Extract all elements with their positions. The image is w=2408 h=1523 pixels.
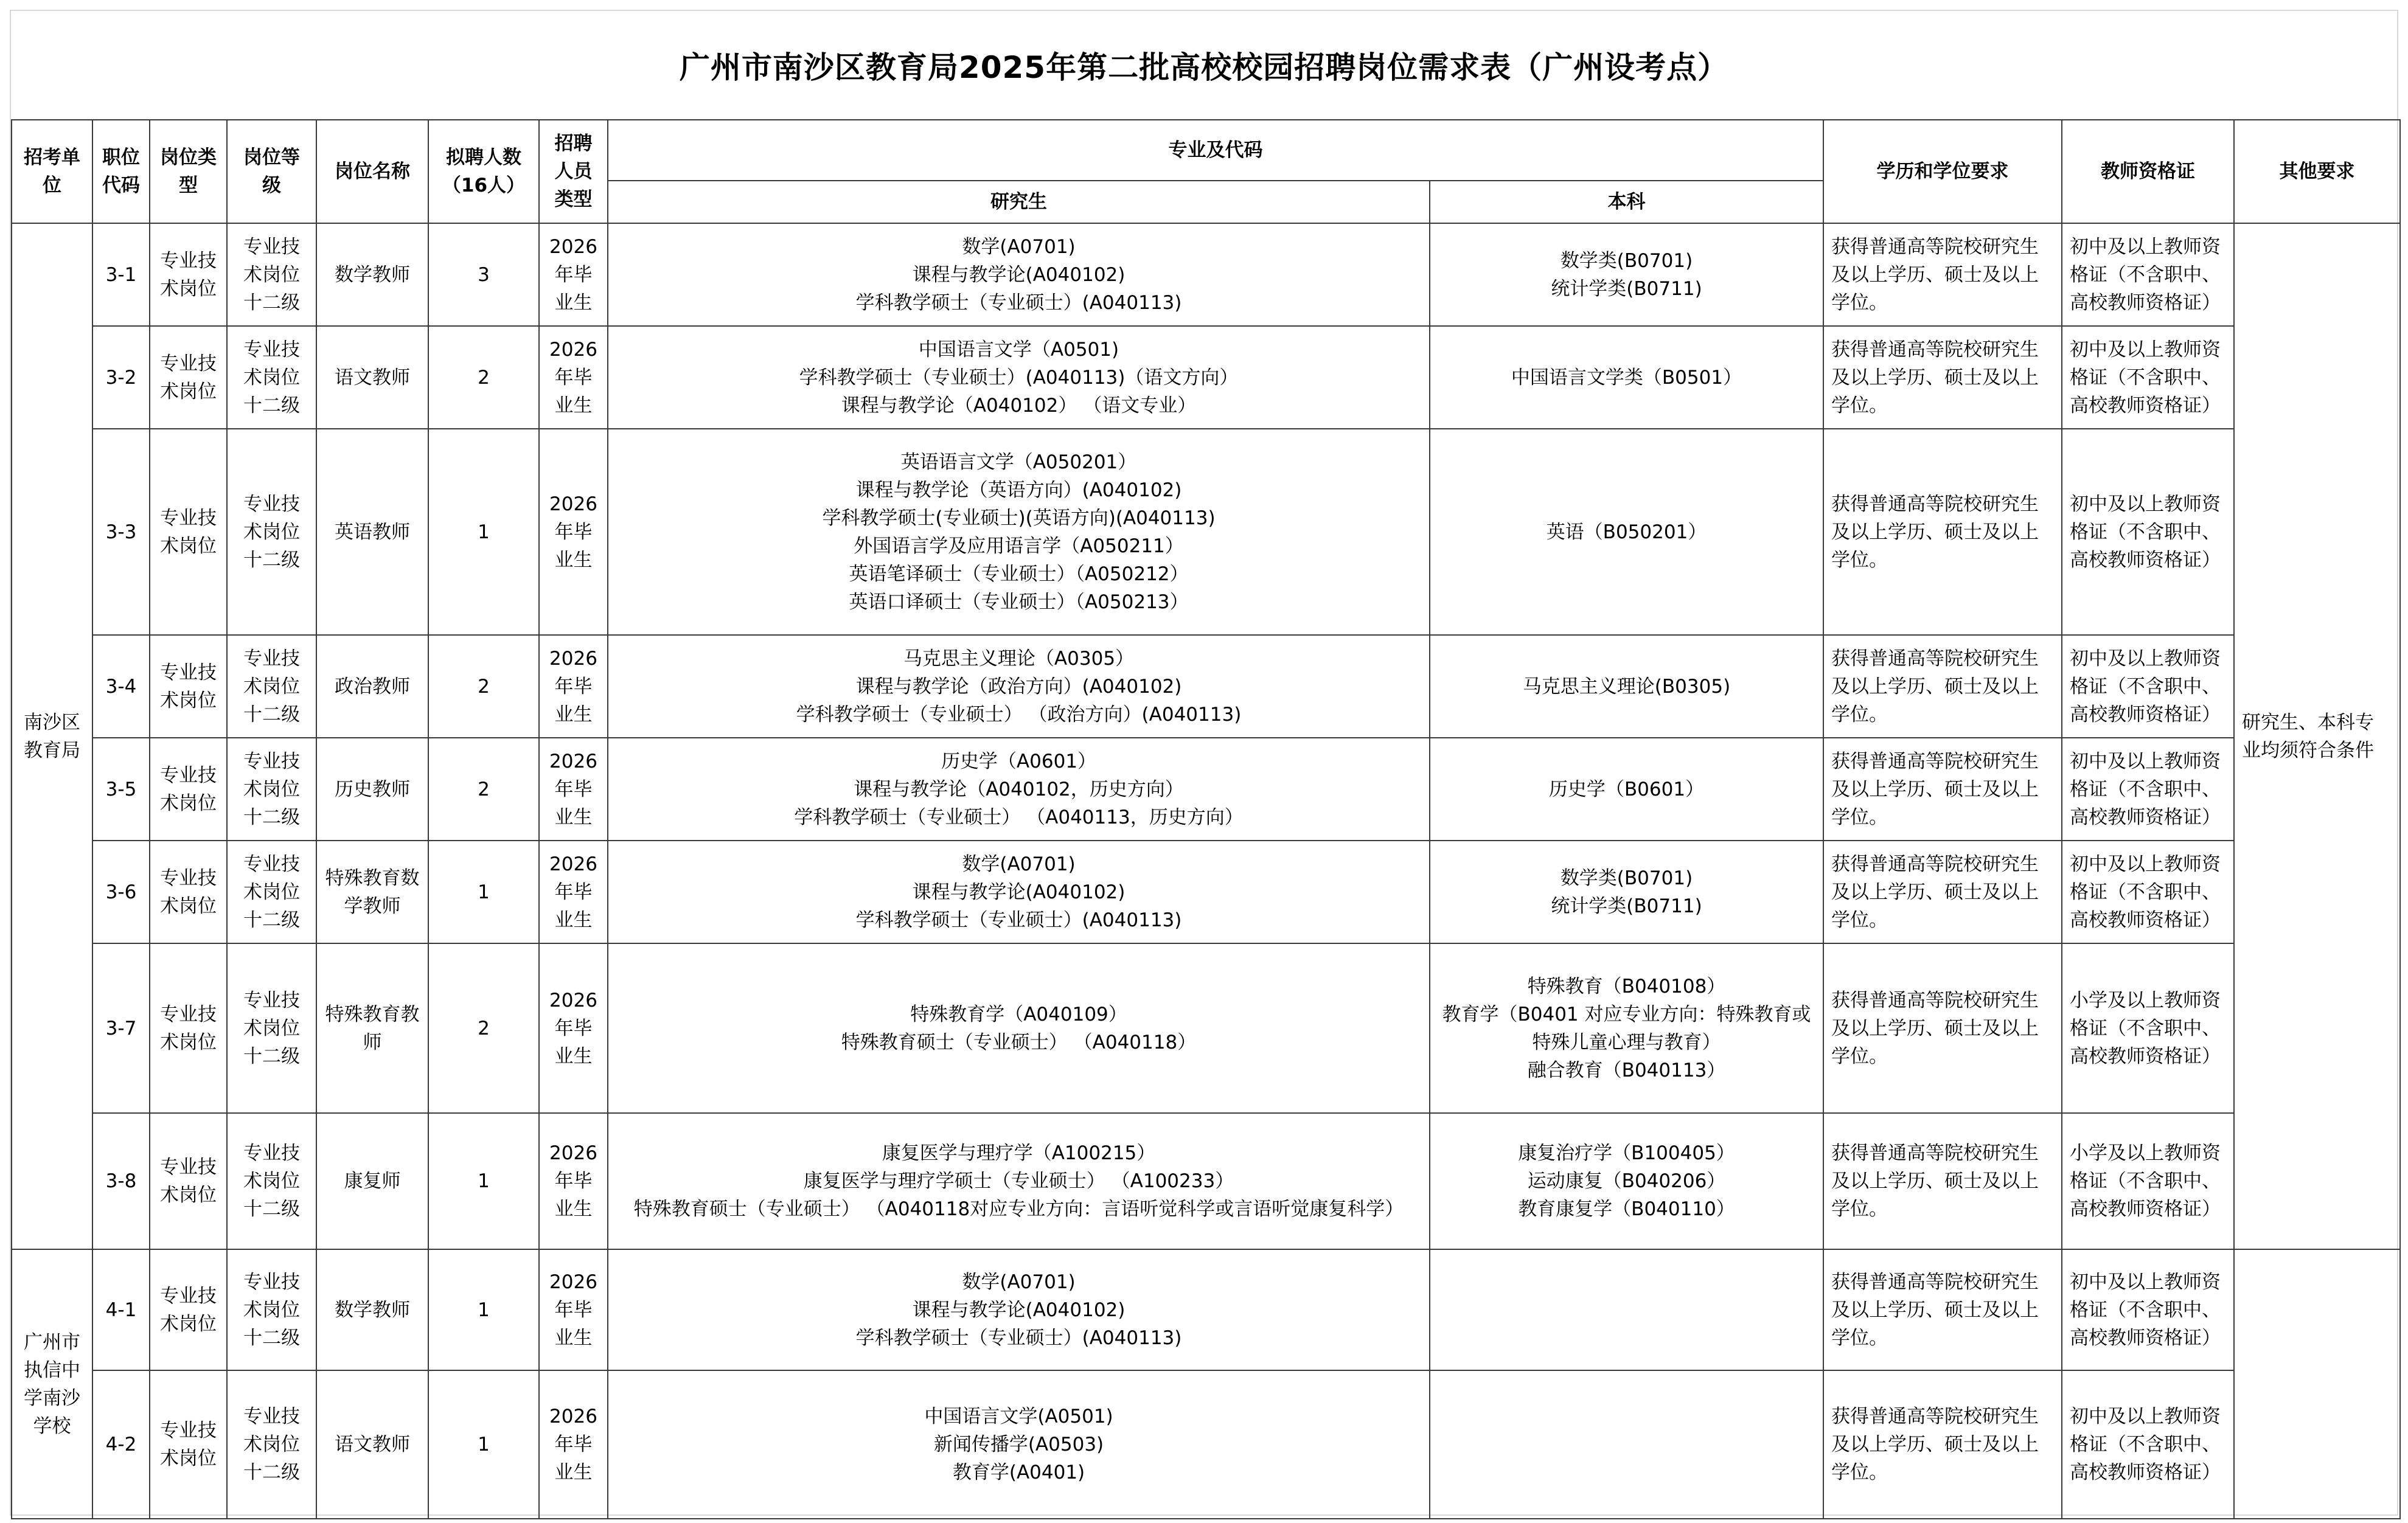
header-cert: 教师资格证 xyxy=(2062,120,2234,223)
major-line: 特殊教育学（A040109） xyxy=(910,1003,1127,1025)
major-line: 课程与教学论（A040102） （语文专业） xyxy=(841,394,1197,417)
cert-requirement: 初中及以上教师资格证（不含职中、高校教师资格证） xyxy=(2062,223,2234,326)
position-level: 专业技术岗位十二级 xyxy=(227,943,316,1113)
cert-requirement: 初中及以上教师资格证（不含职中、高校教师资格证） xyxy=(2062,1370,2234,1519)
major-line: 学科教学硕士（专业硕士）(A040113)（语文方向） xyxy=(799,366,1239,389)
recruitment-table xyxy=(11,119,2401,1519)
hire-category: 2026年毕业生 xyxy=(539,1370,608,1519)
position-type: 专业技术岗位 xyxy=(150,223,227,326)
position-level: 专业技术岗位十二级 xyxy=(227,429,316,635)
bachelor-majors xyxy=(1430,1370,1823,1519)
position-level: 专业技术岗位十二级 xyxy=(227,841,316,943)
major-line: 特殊教育（B040108） xyxy=(1527,975,1726,997)
position-code: 3-2 xyxy=(92,326,150,429)
major-line: 学科教学硕士（专业硕士） （A040113，历史方向） xyxy=(794,806,1244,828)
table-row xyxy=(12,635,2400,738)
bachelor-majors xyxy=(1430,429,1823,635)
bachelor-majors xyxy=(1430,223,1823,326)
position-code: 3-3 xyxy=(92,429,150,635)
degree-requirement: 获得普通高等院校研究生及以上学历、硕士及以上学位。 xyxy=(1823,1370,2062,1519)
bachelor-majors xyxy=(1430,1249,1823,1370)
table-row xyxy=(12,1249,2400,1370)
other-requirement-empty xyxy=(2234,1249,2400,1519)
unit-cell: 南沙区教育局 xyxy=(12,223,92,1249)
header-unit: 招考单位 xyxy=(12,120,92,223)
header-other: 其他要求 xyxy=(2234,120,2400,223)
major-line: 康复医学与理疗学硕士（专业硕士） （A100233） xyxy=(803,1170,1234,1192)
degree-requirement: 获得普通高等院校研究生及以上学历、硕士及以上学位。 xyxy=(1823,738,2062,841)
major-line: 课程与教学论(A040102) xyxy=(912,1299,1126,1321)
table-row xyxy=(12,223,2400,326)
position-name: 特殊教育教师 xyxy=(316,943,428,1113)
major-line: 数学(A0701) xyxy=(962,853,1076,875)
position-name: 历史教师 xyxy=(316,738,428,841)
position-level: 专业技术岗位十二级 xyxy=(227,1370,316,1519)
major-line: 数学类(B0701) xyxy=(1560,867,1693,889)
cert-requirement: 初中及以上教师资格证（不含职中、高校教师资格证） xyxy=(2062,326,2234,429)
hire-count: 2 xyxy=(428,943,539,1113)
position-type: 专业技术岗位 xyxy=(150,738,227,841)
position-code: 3-5 xyxy=(92,738,150,841)
major-line: 课程与教学论(A040102) xyxy=(912,263,1126,286)
title-area xyxy=(11,11,2397,119)
major-line: 康复治疗学（B100405） xyxy=(1518,1142,1735,1164)
hire-category: 2026年毕业生 xyxy=(539,326,608,429)
header-name: 岗位名称 xyxy=(316,120,428,223)
position-type: 专业技术岗位 xyxy=(150,326,227,429)
major-line: 特殊教育硕士（专业硕士） （A040118） xyxy=(841,1031,1197,1053)
grad-majors xyxy=(608,223,1430,326)
hire-category: 2026年毕业生 xyxy=(539,635,608,738)
degree-requirement: 获得普通高等院校研究生及以上学历、硕士及以上学位。 xyxy=(1823,1249,2062,1370)
major-line: 统计学类(B0711) xyxy=(1551,277,1702,300)
major-line: 英语语言文学（A050201） xyxy=(900,451,1137,473)
major-line: 中国语言文学类（B0501） xyxy=(1511,366,1742,389)
grad-majors xyxy=(608,1113,1430,1249)
major-line: 课程与教学论(A040102) xyxy=(912,881,1126,903)
position-type: 专业技术岗位 xyxy=(150,1370,227,1519)
table-row xyxy=(12,1113,2400,1249)
major-line: 运动康复（B040206） xyxy=(1527,1170,1726,1192)
header-level: 岗位等级 xyxy=(227,120,316,223)
major-line: 教育学(A0401) xyxy=(952,1462,1085,1483)
position-code: 3-6 xyxy=(92,841,150,943)
header-count: 拟聘人数（16人） xyxy=(428,120,539,223)
header-degree: 学历和学位要求 xyxy=(1823,120,2062,223)
hire-count: 3 xyxy=(428,223,539,326)
major-line: 数学类(B0701) xyxy=(1560,249,1693,272)
grad-majors xyxy=(608,635,1430,738)
degree-requirement: 获得普通高等院校研究生及以上学历、硕士及以上学位。 xyxy=(1823,223,2062,326)
position-code: 4-1 xyxy=(92,1249,150,1370)
major-line: 历史学（B0601） xyxy=(1548,778,1705,800)
hire-category: 2026年毕业生 xyxy=(539,943,608,1113)
cert-requirement: 初中及以上教师资格证（不含职中、高校教师资格证） xyxy=(2062,635,2234,738)
table-row xyxy=(12,326,2400,429)
table-row xyxy=(12,943,2400,1113)
degree-requirement: 获得普通高等院校研究生及以上学历、硕士及以上学位。 xyxy=(1823,429,2062,635)
position-level: 专业技术岗位十二级 xyxy=(227,635,316,738)
position-type: 专业技术岗位 xyxy=(150,1113,227,1249)
grad-majors xyxy=(608,738,1430,841)
position-name: 政治教师 xyxy=(316,635,428,738)
degree-requirement: 获得普通高等院校研究生及以上学历、硕士及以上学位。 xyxy=(1823,1113,2062,1249)
position-name: 语文教师 xyxy=(316,326,428,429)
position-code: 3-1 xyxy=(92,223,150,326)
bachelor-majors xyxy=(1430,635,1823,738)
bachelor-majors xyxy=(1430,943,1823,1113)
table-body xyxy=(12,223,2400,1519)
position-name: 语文教师 xyxy=(316,1370,428,1519)
hire-category: 2026年毕业生 xyxy=(539,429,608,635)
hire-count: 2 xyxy=(428,635,539,738)
hire-count: 1 xyxy=(428,1249,539,1370)
major-line: 课程与教学论（政治方向）(A040102) xyxy=(855,675,1182,698)
hire-count: 1 xyxy=(428,841,539,943)
major-line: 课程与教学论（A040102，历史方向） xyxy=(854,778,1184,800)
major-line: 历史学（A0601） xyxy=(941,750,1097,772)
major-line: 教育康复学（B040110） xyxy=(1518,1198,1735,1220)
major-line: 中国语言文学（A0501) xyxy=(918,338,1119,361)
grad-majors xyxy=(608,326,1430,429)
major-line: 特殊儿童心理与教育） xyxy=(1532,1031,1721,1053)
position-code: 3-8 xyxy=(92,1113,150,1249)
position-type: 专业技术岗位 xyxy=(150,635,227,738)
major-line: 数学(A0701) xyxy=(962,1271,1076,1293)
major-line: 马克思主义理论(B0305) xyxy=(1522,675,1731,698)
header-code: 职位代码 xyxy=(92,120,150,223)
other-requirement: 研究生、本科专业均须符合条件 xyxy=(2234,223,2400,1249)
recruitment-sheet xyxy=(10,10,2398,1516)
hire-count: 1 xyxy=(428,1370,539,1519)
header-grad: 研究生 xyxy=(608,181,1430,223)
cert-requirement: 初中及以上教师资格证（不含职中、高校教师资格证） xyxy=(2062,841,2234,943)
position-code: 4-2 xyxy=(92,1370,150,1519)
major-line: 教育学（B0401 对应专业方向：特殊教育或 xyxy=(1442,1003,1811,1025)
grad-majors xyxy=(608,429,1430,635)
hire-category: 2026年毕业生 xyxy=(539,841,608,943)
major-line: 学科教学硕士（专业硕士）(A040113) xyxy=(855,291,1182,314)
position-name: 康复师 xyxy=(316,1113,428,1249)
table-row xyxy=(12,1370,2400,1519)
position-name: 数学教师 xyxy=(316,1249,428,1370)
position-type: 专业技术岗位 xyxy=(150,1249,227,1370)
major-line: 中国语言文学(A0501) xyxy=(924,1406,1113,1428)
major-line: 英语笔译硕士（专业硕士）（A050212） xyxy=(849,563,1189,585)
degree-requirement: 获得普通高等院校研究生及以上学历、硕士及以上学位。 xyxy=(1823,841,2062,943)
table-row xyxy=(12,738,2400,841)
position-type: 专业技术岗位 xyxy=(150,429,227,635)
major-line: 融合教育（B040113） xyxy=(1527,1059,1726,1081)
grad-majors xyxy=(608,841,1430,943)
major-line: 学科教学硕士(专业硕士)(英语方向)(A040113) xyxy=(822,507,1216,529)
header-bachelor: 本科 xyxy=(1430,181,1823,223)
hire-category: 2026年毕业生 xyxy=(539,1113,608,1249)
grad-majors xyxy=(608,943,1430,1113)
header-major: 专业及代码 xyxy=(608,120,1823,181)
degree-requirement: 获得普通高等院校研究生及以上学历、硕士及以上学位。 xyxy=(1823,943,2062,1113)
cert-requirement: 小学及以上教师资格证（不含职中、高校教师资格证） xyxy=(2062,1113,2234,1249)
position-code: 3-4 xyxy=(92,635,150,738)
cert-requirement: 小学及以上教师资格证（不含职中、高校教师资格证） xyxy=(2062,943,2234,1113)
hire-count: 2 xyxy=(428,326,539,429)
major-line: 统计学类(B0711) xyxy=(1551,895,1702,917)
table-row xyxy=(12,841,2400,943)
grad-majors xyxy=(608,1370,1430,1519)
bachelor-majors xyxy=(1430,1113,1823,1249)
header-type: 岗位类型 xyxy=(150,120,227,223)
bachelor-majors xyxy=(1430,841,1823,943)
major-line: 数学(A0701) xyxy=(962,235,1076,258)
bachelor-majors xyxy=(1430,326,1823,429)
position-name: 数学教师 xyxy=(316,223,428,326)
degree-requirement: 获得普通高等院校研究生及以上学历、硕士及以上学位。 xyxy=(1823,635,2062,738)
position-type: 专业技术岗位 xyxy=(150,841,227,943)
major-line: 马克思主义理论（A0305） xyxy=(903,647,1135,670)
position-level: 专业技术岗位十二级 xyxy=(227,1113,316,1249)
grad-majors xyxy=(608,1249,1430,1370)
cert-requirement: 初中及以上教师资格证（不含职中、高校教师资格证） xyxy=(2062,429,2234,635)
table-header xyxy=(12,120,2400,223)
position-level: 专业技术岗位十二级 xyxy=(227,1249,316,1370)
hire-category: 2026年毕业生 xyxy=(539,738,608,841)
cert-requirement: 初中及以上教师资格证（不含职中、高校教师资格证） xyxy=(2062,738,2234,841)
position-name: 特殊教育数学教师 xyxy=(316,841,428,943)
hire-count: 1 xyxy=(428,1113,539,1249)
position-level: 专业技术岗位十二级 xyxy=(227,738,316,841)
cert-requirement: 初中及以上教师资格证（不含职中、高校教师资格证） xyxy=(2062,1249,2234,1370)
position-name: 英语教师 xyxy=(316,429,428,635)
major-line: 英语口译硕士（专业硕士）（A050213） xyxy=(849,591,1189,613)
page-title: 广州市南沙区教育局2025年第二批高校校园招聘岗位需求表（广州设考点） xyxy=(679,50,1729,85)
major-line: 学科教学硕士（专业硕士） （政治方向）(A040113) xyxy=(796,703,1242,726)
major-line: 英语（B050201） xyxy=(1546,521,1707,543)
major-line: 课程与教学论（英语方向）(A040102) xyxy=(855,479,1182,501)
hire-count: 2 xyxy=(428,738,539,841)
position-type: 专业技术岗位 xyxy=(150,943,227,1113)
degree-requirement: 获得普通高等院校研究生及以上学历、硕士及以上学位。 xyxy=(1823,326,2062,429)
bachelor-majors xyxy=(1430,738,1823,841)
position-level: 专业技术岗位十二级 xyxy=(227,326,316,429)
major-line: 外国语言学及应用语言学（A050211） xyxy=(854,535,1184,557)
hire-category: 2026年毕业生 xyxy=(539,1249,608,1370)
major-line: 康复医学与理疗学（A100215） xyxy=(882,1142,1156,1164)
hire-count: 1 xyxy=(428,429,539,635)
position-level: 专业技术岗位十二级 xyxy=(227,223,316,326)
hire-category: 2026年毕业生 xyxy=(539,223,608,326)
major-line: 学科教学硕士（专业硕士）(A040113) xyxy=(855,909,1182,931)
major-line: 新闻传播学(A0503) xyxy=(933,1434,1104,1455)
unit-cell: 广州市执信中学南沙学校 xyxy=(12,1249,92,1519)
position-code: 3-7 xyxy=(92,943,150,1113)
table-row xyxy=(12,429,2400,635)
major-line: 特殊教育硕士（专业硕士） （A040118对应专业方向：言语听觉科学或言语听觉康复科学） xyxy=(633,1198,1404,1220)
major-line: 学科教学硕士（专业硕士）(A040113) xyxy=(855,1327,1182,1349)
header-category: 招聘人员类型 xyxy=(539,120,608,223)
